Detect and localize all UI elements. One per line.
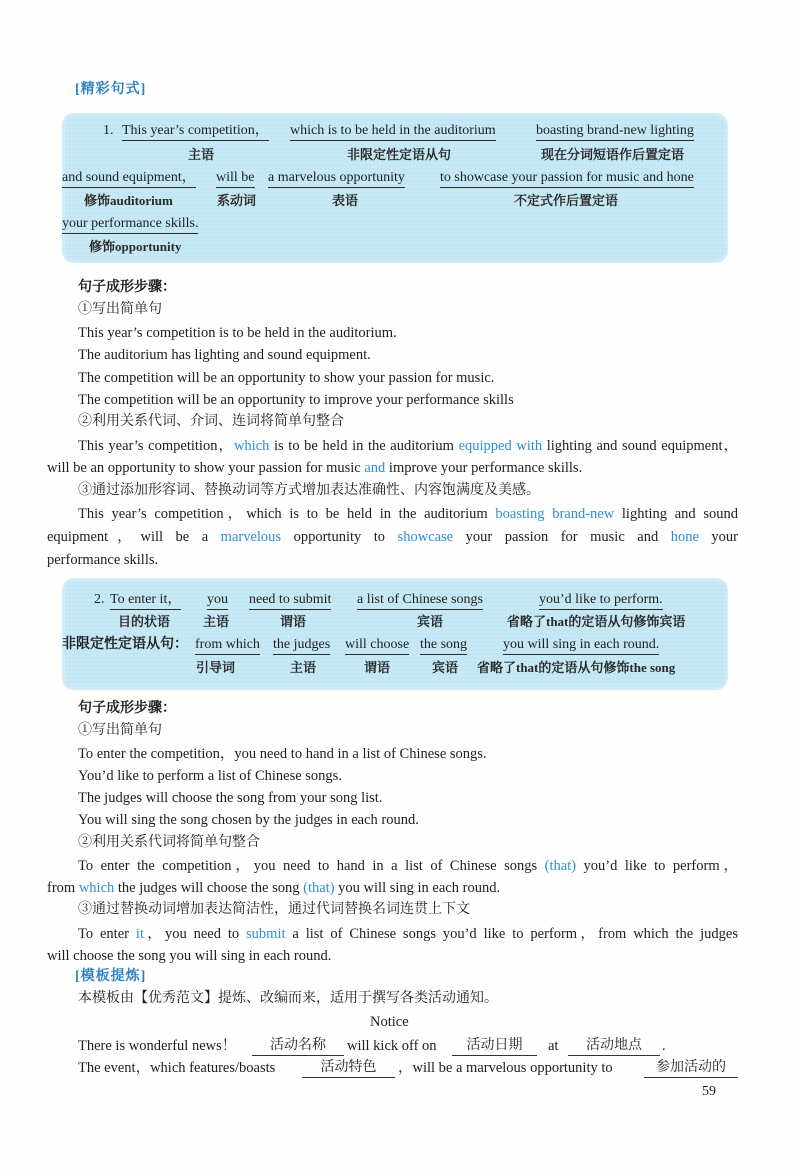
highlighted-word: which [233, 438, 270, 454]
template-text: There is wonderful news！ [78, 1038, 237, 1054]
grammar-label: 现在分词短语作后置定语 [541, 147, 685, 162]
grammar-label: 主语 [188, 147, 215, 162]
text-run: To enter the competition，you need to hand in a list of Chinese songs [78, 858, 545, 874]
grammar-label: 主语 [203, 614, 230, 629]
template-blank-event-features: 活动特色 [302, 1059, 395, 1078]
text-run: performance skills. [47, 552, 159, 568]
step-2-heading: ②利用关系代词将简单句整合 [78, 835, 260, 850]
text-run: a list of Chinese songs you’d like to perform，from which the judges [285, 926, 738, 942]
text-run: This year’s competition，which is to be held in the auditorium [78, 506, 496, 522]
highlighted-word: equipped with [458, 438, 543, 454]
simple-sentence: The competition will be an opportunity to show your passion for music. [78, 370, 495, 386]
polished-line [47, 947, 331, 965]
simple-sentence: To enter the competition，you need to hand in a list of Chinese songs. [78, 746, 487, 762]
grammar-label: 引导词 [196, 660, 236, 675]
segment-linking-verb: will be [216, 169, 255, 188]
text-run: opportunity to [281, 529, 398, 545]
polished-line [78, 925, 738, 943]
template-text: ，will be a marvelous opportunity to [398, 1060, 613, 1076]
highlighted-word: and [364, 460, 386, 476]
segment-subject: you [207, 591, 228, 610]
highlighted-word: it [135, 926, 144, 942]
highlighted-word: marvelous [220, 529, 282, 545]
text-run: To enter [78, 926, 136, 942]
grammar-label: 非限定性定语从句 [347, 147, 452, 162]
grammar-label: 宾语 [417, 614, 444, 629]
segment-participle-phrase: boasting brand-new lighting [536, 122, 694, 141]
text-run: you’d like to perform， [576, 858, 738, 874]
text-run: the judges will choose the song [114, 880, 304, 896]
steps-title: 句子成形步骤： [78, 701, 176, 716]
segment-predicative: a marvelous opportunity [268, 169, 405, 188]
grammar-label: 表语 [332, 193, 359, 208]
template-text: at [548, 1038, 559, 1054]
text-run: improve your performance skills. [385, 460, 583, 476]
text-run: lighting and sound [614, 506, 738, 522]
template-text: will kick off on [347, 1038, 437, 1054]
integrated-line [47, 879, 500, 897]
segment-relative-word: from which [195, 636, 260, 655]
segment-object: the song [420, 636, 467, 655]
integrated-line [78, 437, 738, 455]
page-number: 59 [702, 1084, 716, 1099]
grammar-label: 系动词 [217, 193, 257, 208]
text-run: you will sing in each round. [334, 880, 501, 896]
segment-subject: the judges [273, 636, 330, 655]
template-intro: 本模板由【优秀范文】提炼、改编而来，适用于撰写各类活动通知。 [78, 991, 498, 1006]
highlighted-word: which [78, 880, 115, 896]
text-run: will choose the song you will sing in each round. [47, 948, 332, 964]
simple-sentence: The competition will be an opportunity to improve your performance skills [78, 392, 514, 408]
step-1-heading: ①写出简单句 [78, 302, 162, 317]
simple-sentence: This year’s competition is to be held in the auditorium. [78, 325, 397, 341]
grammar-label: 省略了that的定语从句修饰the song [477, 660, 676, 675]
section-heading-template: [模板提炼] [75, 969, 147, 984]
template-blank-event-date: 活动日期 [452, 1037, 537, 1056]
segment-infinitive-phrase-cont: your performance skills. [62, 215, 198, 234]
grammar-label: 宾语 [432, 660, 459, 675]
text-run: This year’s competition， [78, 438, 234, 454]
sentence-number: 1. [103, 123, 114, 138]
text-run: is to be held in the auditorium [269, 438, 459, 454]
simple-sentence: The judges will choose the song from your song list. [78, 790, 383, 806]
highlighted-word: showcase [397, 529, 454, 545]
segment-predicate: need to submit [249, 591, 331, 610]
highlighted-word: (that) [303, 880, 335, 896]
text-run: lighting and sound equipment， [542, 438, 738, 454]
text-run: from [47, 880, 79, 896]
text-run: your passion for music and [453, 529, 671, 545]
grammar-label: 谓语 [364, 660, 391, 675]
highlighted-word: (that) [544, 858, 577, 874]
segment-purpose-adverbial: To enter it， [110, 591, 181, 610]
segment-relative-clause: you will sing in each round. [503, 636, 659, 655]
template-blank-event-name: 活动名称 [252, 1037, 344, 1056]
grammar-label: 修饰auditorium [84, 193, 173, 208]
text-run: your [698, 529, 738, 545]
highlighted-word: submit [246, 926, 286, 942]
grammar-label: 不定式作后置定语 [514, 193, 619, 208]
text-run: ，you need to [143, 926, 247, 942]
clause-label: 非限定性定语从句： [62, 637, 188, 652]
polished-line [47, 551, 158, 569]
sentence-number: 2. [94, 592, 105, 607]
text-run: will be an opportunity to show your passion for music [47, 460, 365, 476]
integrated-line [47, 459, 582, 477]
segment-object: a list of Chinese songs [357, 591, 483, 610]
template-text: The event，which features/boasts [78, 1060, 276, 1076]
segment-predicate: will choose [345, 636, 409, 655]
grammar-label: 省略了that的定语从句修饰宾语 [507, 614, 686, 629]
template-text: . [662, 1038, 666, 1054]
steps-title: 句子成形步骤： [78, 280, 176, 295]
polished-line [47, 528, 738, 546]
grammar-label: 主语 [290, 660, 317, 675]
step-1-heading: ①写出简单句 [78, 723, 162, 738]
grammar-label: 修饰opportunity [89, 239, 182, 254]
segment-infinitive-phrase: to showcase your passion for music and hone [440, 169, 694, 188]
section-heading-highlight-sentences: [精彩句式] [75, 82, 147, 97]
simple-sentence: You’d like to perform a list of Chinese songs. [78, 768, 342, 784]
simple-sentence: You will sing the song chosen by the judges in each round. [78, 812, 419, 828]
step-3-heading: ③通过替换动词增加表达简洁性，通过代词替换名词连贯上下文 [78, 902, 470, 917]
segment-subject: This year’s competition， [122, 122, 269, 141]
simple-sentence: The auditorium has lighting and sound equipment. [78, 347, 371, 363]
segment-relative-clause: you’d like to perform. [539, 591, 663, 610]
step-3-heading: ③通过添加形容词、替换动词等方式增加表达准确性、内容饱满度及美感。 [78, 483, 540, 498]
step-2-heading: ②利用关系代词、介词、连词将简单句整合 [78, 414, 344, 429]
polished-line [78, 505, 738, 523]
segment-nonrestrictive-clause: which is to be held in the auditorium [290, 122, 496, 141]
template-blank-event-location: 活动地点 [568, 1037, 660, 1056]
segment-participle-phrase-cont: and sound equipment， [62, 169, 196, 188]
integrated-line [78, 857, 738, 875]
highlighted-word: hone [670, 529, 699, 545]
grammar-label: 谓语 [280, 614, 307, 629]
highlighted-word: boasting brand-new [495, 506, 615, 522]
template-blank-participation: 参加活动的 [644, 1059, 738, 1078]
grammar-label: 目的状语 [118, 614, 171, 629]
text-run: equipment，will be a [47, 529, 221, 545]
notice-title: Notice [370, 1014, 409, 1030]
